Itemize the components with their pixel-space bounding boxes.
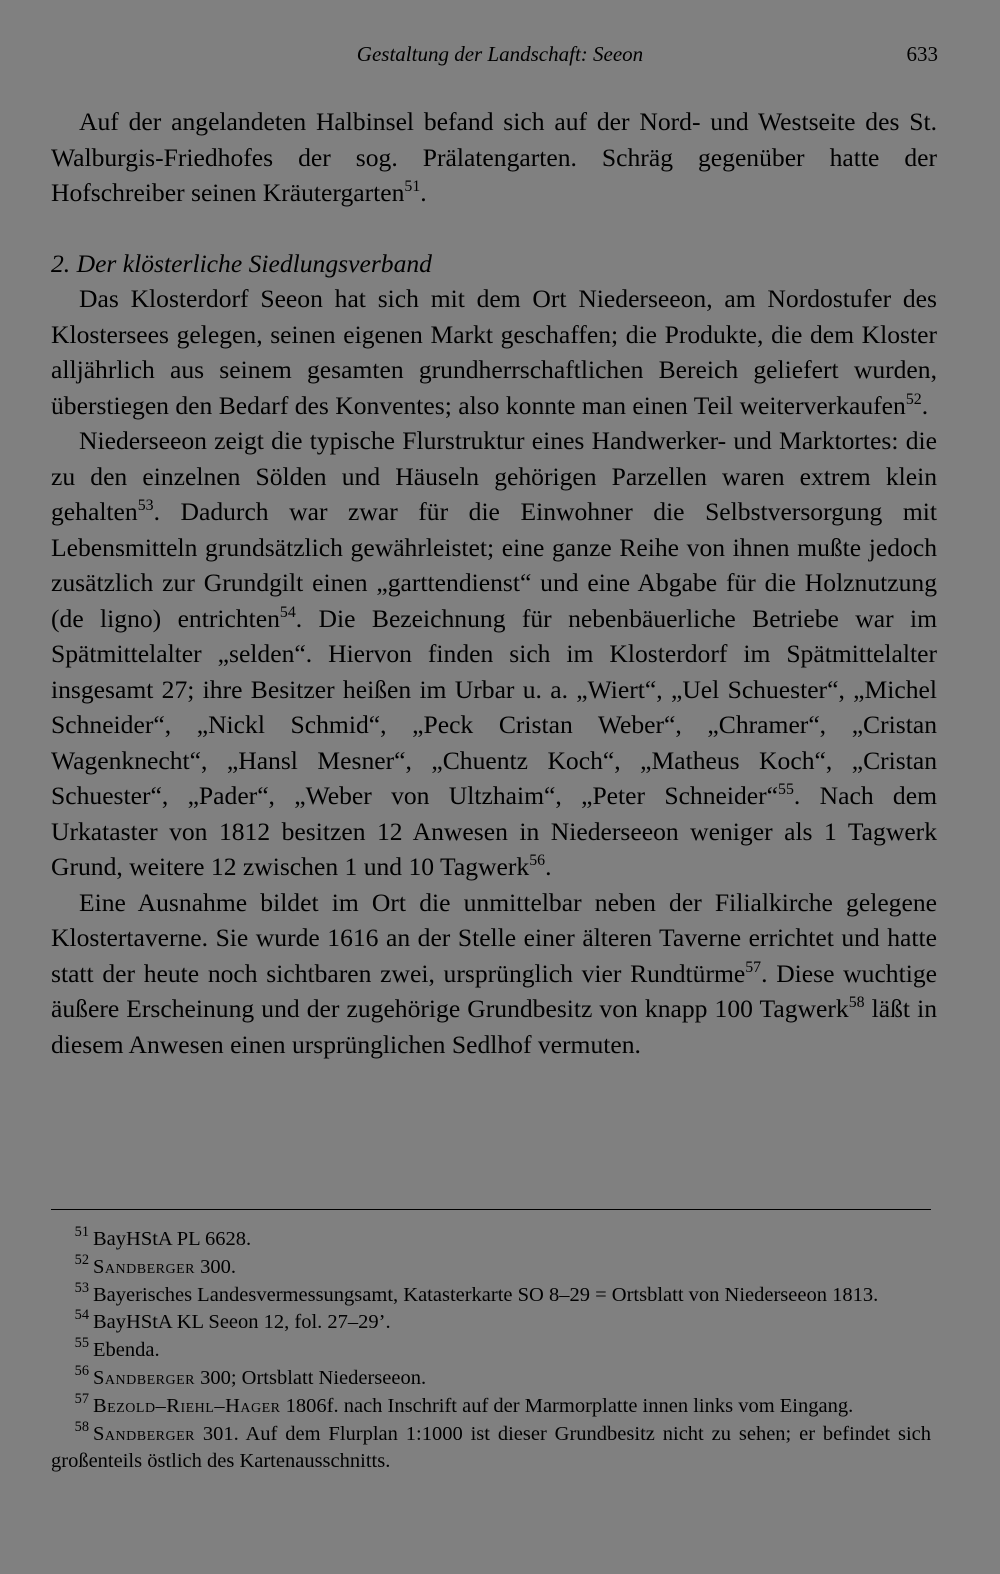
footnote-reference[interactable]: 52 <box>905 390 922 408</box>
footnote-reference[interactable]: 58 <box>848 994 865 1012</box>
footnotes <box>51 1226 931 1476</box>
paragraph: Auf der angelandeten Halbinsel befand sich auf der Nord- und Westseite des St. Walburgis-Friedhofes der sog. Prälatengarten. Schräg gegenüber hatte der Hofschreiber seinen Kräutergarten$^{51}$. <box>51 107 937 207</box>
footnote-reference[interactable]: 54 <box>279 603 296 621</box>
footnote: $^{58}$ Sandberger 301. Auf dem Flurplan 1:1000 ist dieser Grundbesitz nicht zu sehen; er befindet sich großenteils östlich des Kartenausschnitts. <box>51 1418 931 1473</box>
footnote-reference[interactable]: 57 <box>745 958 762 976</box>
footnote: $^{52}$ Sandberger 300. <box>74 1251 236 1278</box>
footnote: $^{57}$ Bezold–Riehl–Hager 1806f. nach Inschrift auf der Marmorplatte innen links vom Eingang. <box>74 1390 854 1417</box>
footnote-reference[interactable]: 56 <box>529 852 546 870</box>
footnote-divider <box>51 1209 931 1210</box>
section-heading: 2. Der klösterliche Siedlungsverband <box>51 248 432 278</box>
footnote-reference[interactable]: 55 <box>778 781 794 799</box>
running-title: Gestaltung der Landschaft: Seeon <box>356 42 644 66</box>
footnote-reference[interactable]: 51 <box>404 178 421 196</box>
footnote: $^{56}$ Sandberger 300; Ortsblatt Niederseeon. <box>74 1363 427 1389</box>
footnote: $^{54}$ BayHStA KL Seeon 12, fol. 27–29’. <box>74 1307 391 1334</box>
running-header <box>0 42 1000 72</box>
footnote: $^{53}$ Bayerisches Landesvermessungsamt, Katasterkarte SO 8–29 = Ortsblatt von Niederseeon 1813. <box>74 1279 879 1306</box>
paragraph: Niederseeon zeigt die typische Flurstruktur eines Handwerker- und Marktortes: die zu den einzelnen Sölden und Häuseln gehörigen Parzellen waren extrem klein gehalten$^{53}$. Dadurch war zwar für die Einwohner die Selbstversorgung mit Lebensmitteln grundsätzlich gewährleistet; eine ganze Reihe von ihnen mußte jedoch zusätzlich zur Grundgilt einen „garttendienst“ und eine Abgabe für die Holznutzung (de ligno) entrichten$^{54}$. Die Bezeichnung für nebenbäuerliche Betriebe war im Spätmittelalter „selden“. Hiervon finden sich im Klosterdorf im Spätmittelalter insgesamt 27; ihre Besitzer heißen im Urbar u. a. „Wiert“, „Uel Schuester“, „Michel Schneider“, „Nickl Schmid“, „Peck Cristan Weber“, „Chramer“, „Cristan Wagenknecht“, „Hansl Mesner“, „Chuentz Koch“, „Matheus Koch“, „Cristan Schuester“, „Pader“, „Weber von Ultzhaim“, „Peter Schneider“$^{55}$. Nach dem Urkataster von 1812 besitzen 12 Anwesen in Niederseeon weniger als 1 Tagwerk Grund, weitere 12 zwischen 1 und 10 Tagwerk$^{56}$. <box>51 426 937 881</box>
paragraph: Das Klosterdorf Seeon hat sich mit dem Ort Niederseeon, am Nordostufer des Klostersees gelegen, seinen eigenen Markt geschaffen; die Produkte, die dem Kloster alljährlich aus seinem gesamten grundherrschaftlichen Bereich geliefert wurden, überstiegen den Bedarf des Konventes; also konnte man einen Teil weiterverkaufen$^{52}$. <box>51 284 937 420</box>
footnote-reference[interactable]: 53 <box>137 497 154 515</box>
footnote: $^{51}$ BayHStA PL 6628. <box>74 1224 252 1250</box>
paragraph: Eine Ausnahme bildet im Ort die unmittelbar neben der Filialkirche gelegene Klostertaverne. Sie wurde 1616 an der Stelle einer älteren Taverne errichtet und hatte statt der heute noch sichtbaren zwei, ursprünglich vier Rundtürme$^{57}$. Diese wuchtige äußere Erscheinung und der zugehörige Grundbesitz von knapp 100 Tagwerk$^{58}$ läßt in diesem Anwesen einen ursprünglichen Sedlhof vermuten. <box>51 887 937 1059</box>
page-number: 633 <box>906 42 938 66</box>
body-text <box>51 104 937 1062</box>
footnote: $^{55}$ Ebenda. <box>74 1335 160 1362</box>
